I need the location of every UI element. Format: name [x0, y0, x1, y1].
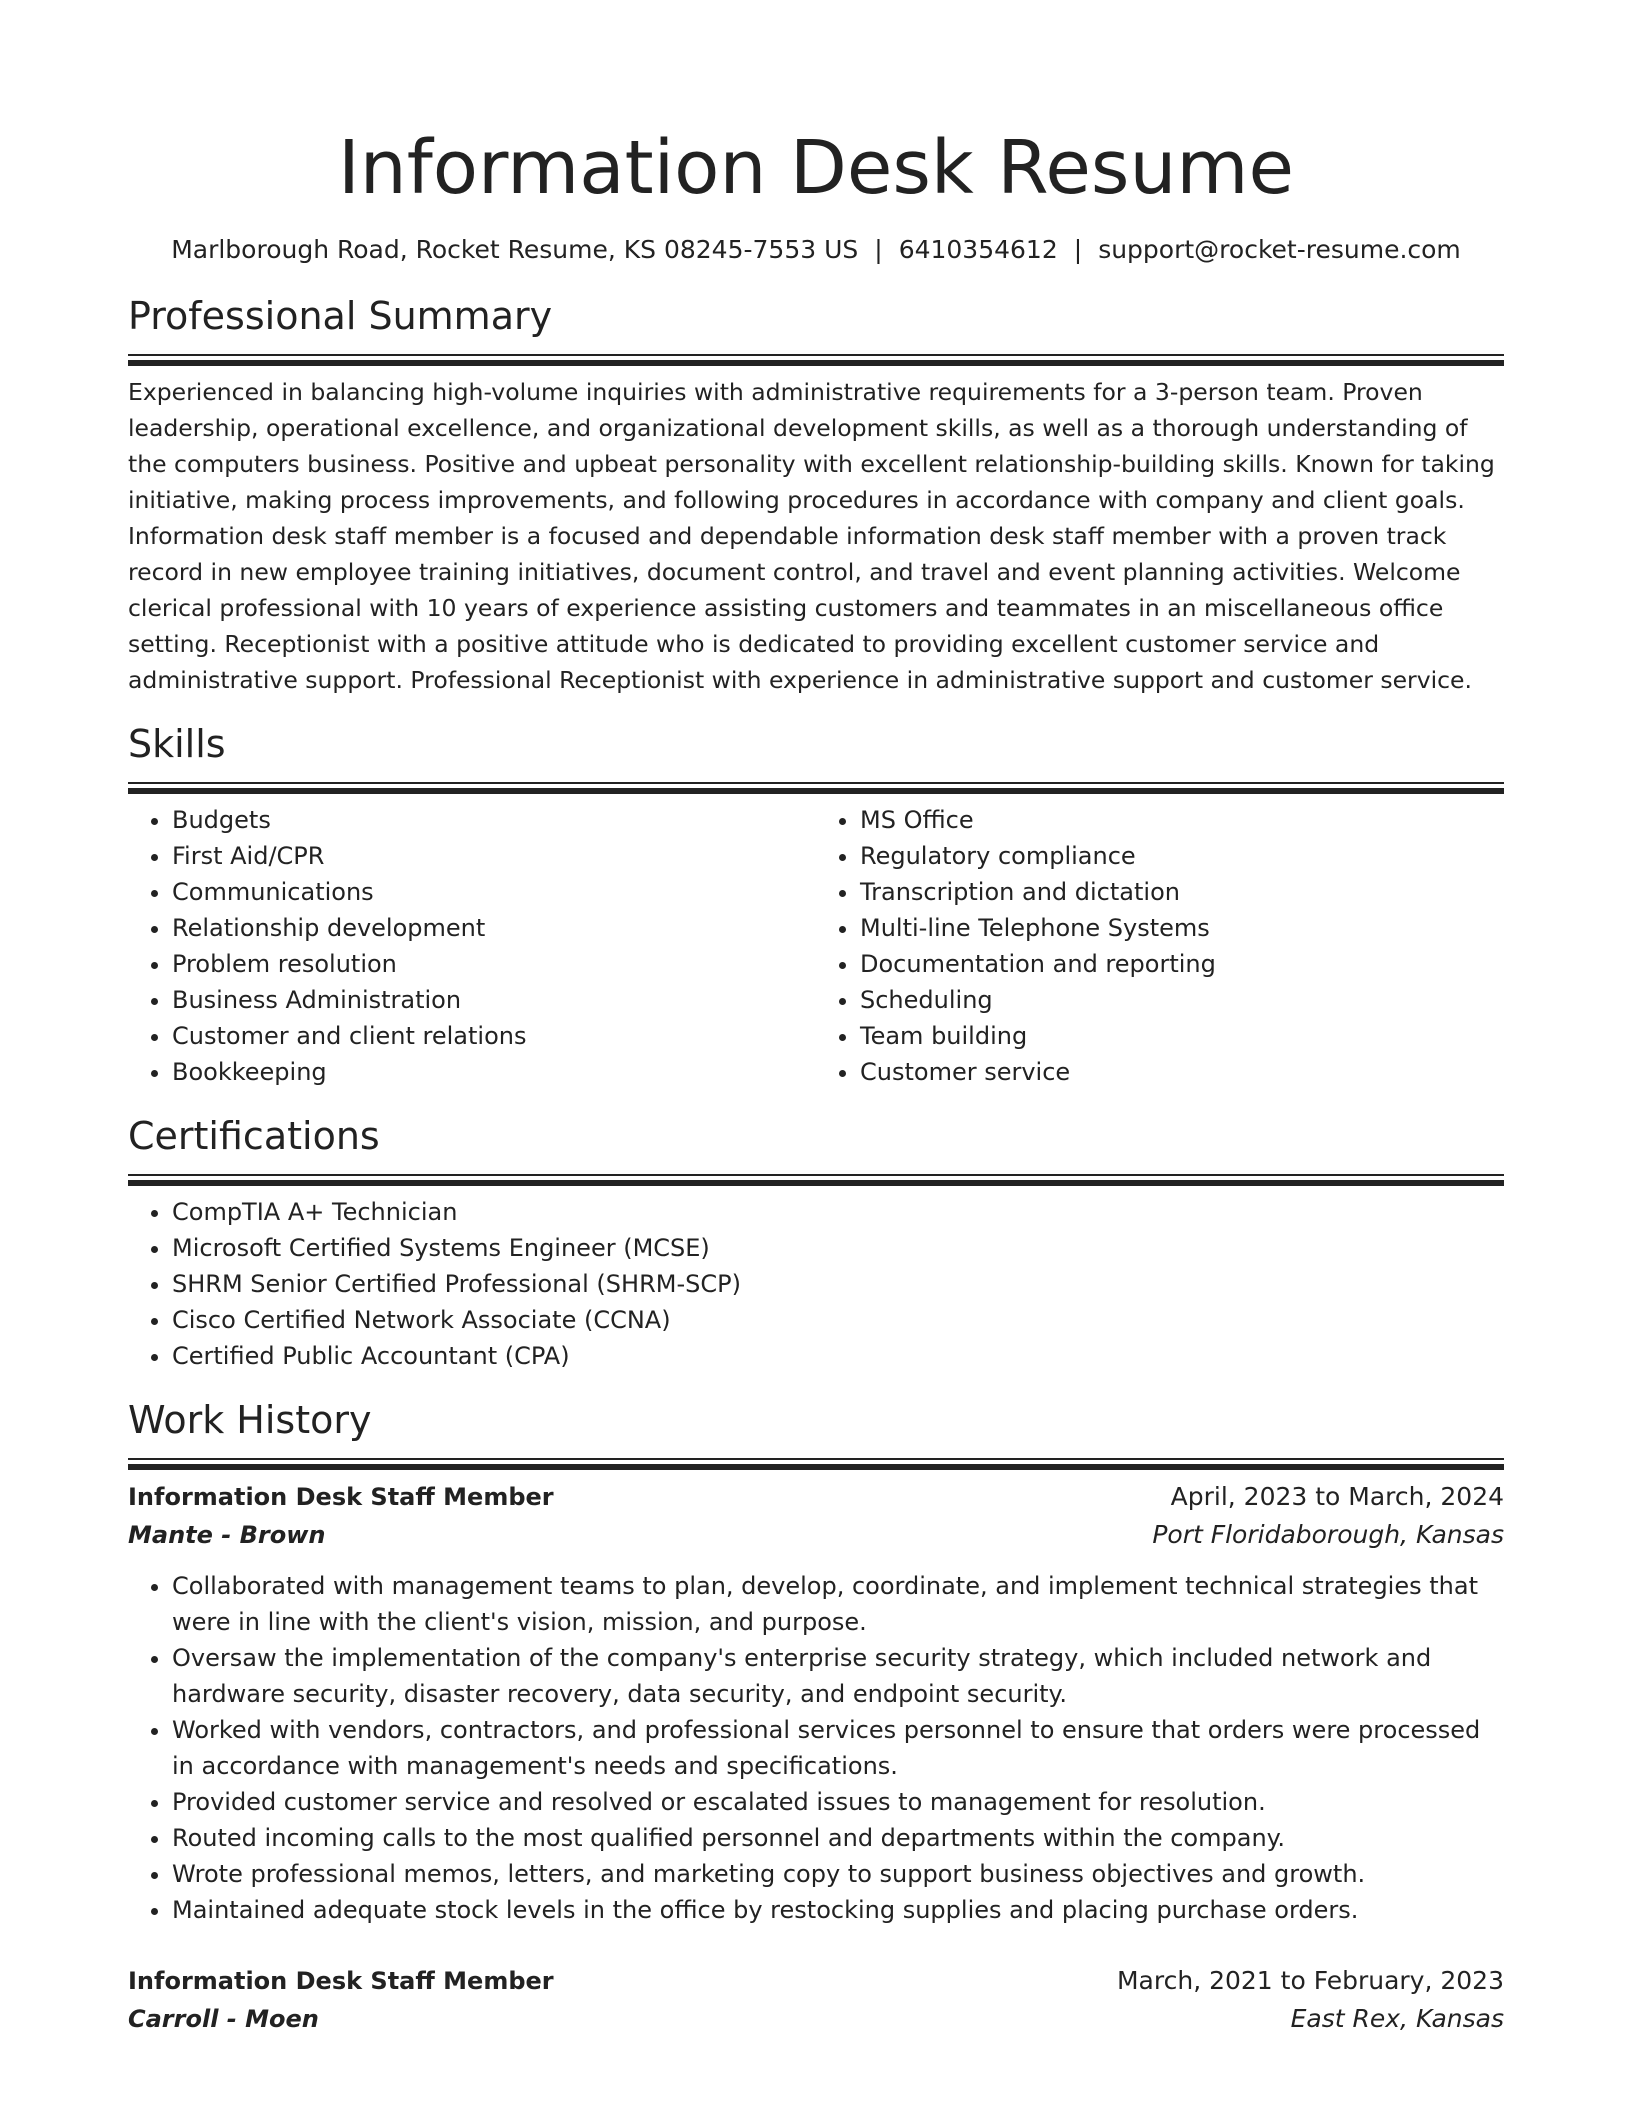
job-company-row	[128, 1516, 1504, 1554]
summary-section	[128, 292, 1504, 698]
contact-address: Marlborough Road, Rocket Resume, KS 08245-7553 US	[171, 235, 859, 264]
contact-line	[128, 232, 1504, 268]
job-header-row	[128, 1962, 1504, 2000]
job-dates: April, 2023 to March, 2024	[1170, 1482, 1504, 1511]
contact-phone[interactable]: 6410354612	[898, 235, 1058, 264]
skill-item: • Documentation and reporting	[860, 946, 1504, 982]
skill-item: • Team building	[860, 1018, 1504, 1054]
job-bullet: • Maintained adequate stock levels in the office by restocking supplies and placing purchase orders.	[172, 1892, 1504, 1928]
section-divider	[128, 1458, 1504, 1464]
skill-item: • Customer and client relations	[172, 1018, 816, 1054]
job-responsibilities	[128, 1568, 1504, 1928]
section-divider	[128, 782, 1504, 788]
summary-text: Experienced in balancing high-volume inquiries with administrative requirements for a 3-person team. Proven leadership, operational excellence, and organizational development skills, as well as a thorough understanding of the computers business. Positive and upbeat personality with excellent relationship-building skills. Known for taking initiative, making process improvements, and following procedures in accordance with company and client goals. Information desk staff member is a focused and dependable information desk staff member with a proven track record in new employee training initiatives, document control, and travel and event planning activities. Welcome clerical professional with 10 years of experience assisting customers and teammates in an miscellaneous office setting. Receptionist with a positive attitude who is dedicated to providing excellent customer service and administrative support. Professional Receptionist with experience in administrative support and customer service.	[128, 378, 1495, 694]
skill-item: • Relationship development	[172, 910, 816, 946]
certifications-list	[128, 1194, 1504, 1374]
skill-item: • Regulatory compliance	[860, 838, 1504, 874]
resume-title: Information Desk Resume	[337, 125, 1294, 211]
work-history-section	[128, 1396, 1504, 2038]
job-header-row	[128, 1478, 1504, 1516]
skill-item: • Customer service	[860, 1054, 1504, 1090]
job-company: Mante - Brown	[128, 1521, 326, 1549]
certification-item: • Cisco Certified Network Associate (CCNA)	[172, 1302, 1504, 1338]
skill-item: • MS Office	[860, 802, 1504, 838]
skill-item: • Scheduling	[860, 982, 1504, 1018]
job-location: East Rex, Kansas	[1290, 2004, 1504, 2033]
job-company: Carroll - Moen	[128, 2005, 319, 2033]
skills-heading: Skills	[128, 722, 226, 766]
contact-email[interactable]: support@rocket-resume.com	[1098, 235, 1461, 264]
skills-section	[128, 720, 1504, 1090]
certification-item: • Microsoft Certified Systems Engineer (MCSE)	[172, 1230, 1504, 1266]
skill-item: • Transcription and dictation	[860, 874, 1504, 910]
job-bullet: • Wrote professional memos, letters, and marketing copy to support business objectives and growth.	[172, 1856, 1504, 1892]
skill-item: • Problem resolution	[172, 946, 816, 982]
resume-page	[128, 0, 1504, 2038]
job-bullet: • Provided customer service and resolved or escalated issues to management for resolution.	[172, 1784, 1504, 1820]
skills-columns	[128, 802, 1504, 1090]
section-divider	[128, 354, 1504, 360]
contact-separator: |	[874, 235, 883, 264]
job-title: Information Desk Staff Member	[128, 1483, 554, 1511]
skill-item: • Communications	[172, 874, 816, 910]
job-title: Information Desk Staff Member	[128, 1967, 554, 1995]
certification-item: • Certified Public Accountant (CPA)	[172, 1338, 1504, 1374]
certifications-heading: Certifications	[128, 1114, 380, 1158]
skills-list-left	[128, 802, 816, 1090]
skill-item: • Business Administration	[172, 982, 816, 1018]
certifications-section	[128, 1112, 1504, 1374]
certification-item: • CompTIA A+ Technician	[172, 1194, 1504, 1230]
job-entry	[128, 1962, 1504, 2038]
job-bullet: • Worked with vendors, contractors, and professional services personnel to ensure that orders were processed in accordance with management's needs and specifications.	[172, 1712, 1504, 1784]
job-company-row	[128, 2000, 1504, 2038]
job-bullet: • Routed incoming calls to the most qualified personnel and departments within the company.	[172, 1820, 1504, 1856]
skill-item: • Multi-line Telephone Systems	[860, 910, 1504, 946]
job-entry	[128, 1478, 1504, 1928]
job-location: Port Floridaborough, Kansas	[1152, 1520, 1504, 1549]
section-divider	[128, 1174, 1504, 1180]
skills-list-right	[816, 802, 1504, 1090]
certification-item: • SHRM Senior Certified Professional (SHRM-SCP)	[172, 1266, 1504, 1302]
summary-heading: Professional Summary	[128, 294, 553, 338]
job-bullet: • Oversaw the implementation of the company's enterprise security strategy, which included network and hardware security, disaster recovery, data security, and endpoint security.	[172, 1640, 1504, 1712]
skill-item: • Budgets	[172, 802, 816, 838]
contact-separator: |	[1073, 235, 1083, 264]
job-bullet: • Collaborated with management teams to plan, develop, coordinate, and implement technical strategies that were in line with the client's vision, mission, and purpose.	[172, 1568, 1504, 1640]
skill-item: • First Aid/CPR	[172, 838, 816, 874]
job-dates: March, 2021 to February, 2023	[1116, 1966, 1504, 1995]
work-history-heading: Work History	[128, 1398, 372, 1442]
skill-item: • Bookkeeping	[172, 1054, 816, 1090]
